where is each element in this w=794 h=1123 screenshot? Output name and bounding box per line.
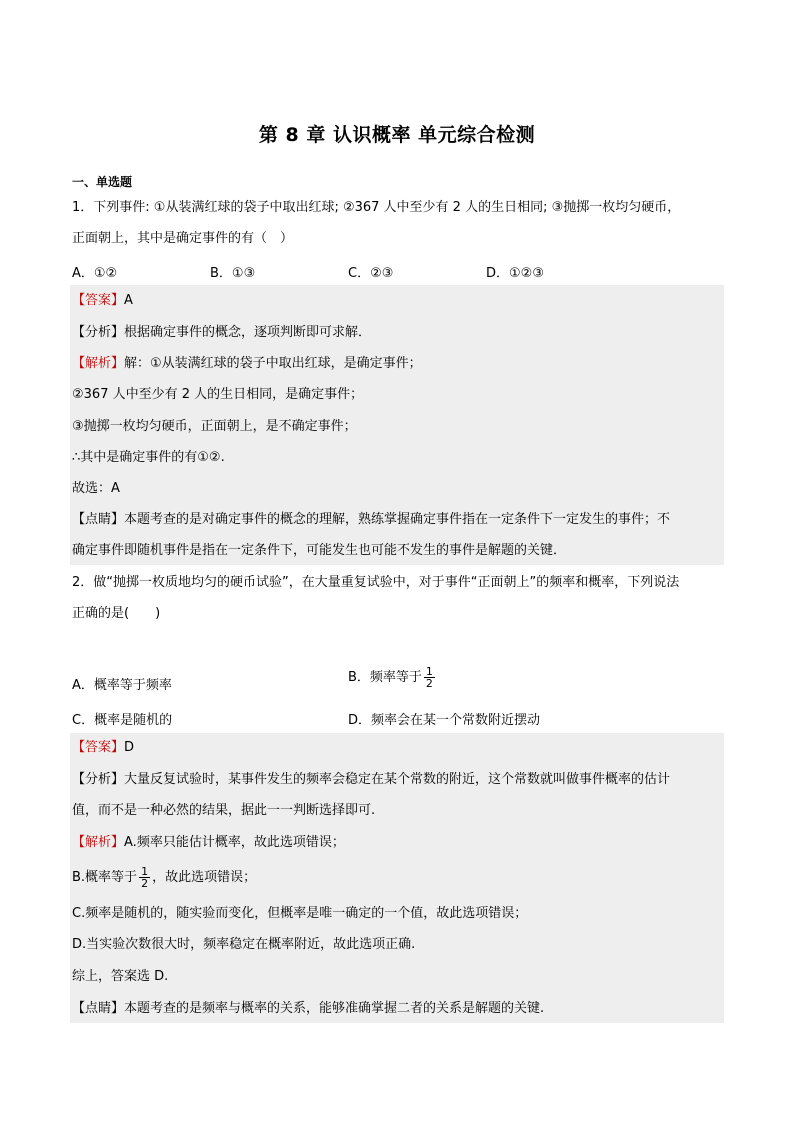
q2-stem-line1: 2．做“抛掷一枚质地均匀的硬币试验”，在大量重复试验中，对于事件“正面朝上”的频率和概率，下列说法 [72,575,680,590]
q1-analysis-text: 根据确定事件的概念，逐项判断即可求解． [124,325,372,340]
q1-analysis [72,325,371,341]
fraction-one-half [139,866,150,889]
q2-comment-text: 本题考查的是频率与概率的关系，能够准确掌握二者的关系是解题的关键. [124,1001,545,1016]
q2-solution-line5: 综上，答案选 D. [72,969,169,984]
q2-option-a: A．概率等于频率 [72,678,172,693]
q1-solution-line4: ∴其中是确定事件的有①②. [72,450,225,465]
q2-solution-line1 [72,835,345,851]
q1-solution-line3: ③抛掷一枚均匀硬币，正面朝上，是不确定事件； [72,419,357,434]
q2-analysis-tag: 【分析】 [72,772,125,787]
q1-comment-line2: 确定事件即随机事件是指在一定条件下，可能发生也可能不发生的事件是解题的关键． [72,543,567,558]
fraction-one-half [424,666,435,689]
q1-solution-line5: 故选：A [72,481,120,496]
q2-answer-tag: 【答案】 [72,740,125,755]
q1-solution-text: 解：①从装满红球的袋子中取出红球，是确定事件； [124,356,422,371]
q1-stem-line2: 正面朝上，其中是确定事件的有（ ） [72,231,294,246]
q1-option-b: B．①③ [210,266,256,281]
fraction-numerator: 1 [425,665,433,678]
q1-comment-line1 [72,512,670,528]
q2-option-d: D．频率会在某一个常数附近摆动 [348,713,541,728]
q2-solution-line4: D.当实验次数很大时，频率稳定在概率附近，故此选项正确. [72,937,416,952]
q2-comment [72,1001,544,1017]
q2-analysis-text: 大量反复试验时，某事件发生的频率会稳定在某个常数的附近，这个常数就叫做事件概率的估计 [124,772,671,787]
q2-option-b-prefix: B．频率等于 [348,670,422,685]
q2-answer-text: D [124,740,135,755]
q2-analysis-line1 [72,772,670,788]
q2-solution-text: A.频率只能估计概率，故此选项错误； [124,835,345,850]
q1-stem-line1: 1．下列事件: ①从装满红球的袋子中取出红球; ②367 人中至少有 2 人的生日相同; ③抛掷一枚均匀硬币， [72,200,681,215]
fraction-denominator: 2 [141,877,149,890]
q2-solution-tag: 【解析】 [72,835,125,850]
q1-answer [72,293,133,309]
q2-option-b [348,666,437,689]
section-heading: 一、单选题 [72,175,133,189]
q1-solution-tag: 【解析】 [72,356,125,371]
q1-option-a: A．①② [72,266,118,281]
q1-solution-line2: ②367 人中至少有 2 人的生日相同，是确定事件； [72,387,364,402]
q1-comment-text: 本题考查的是对确定事件的概念的理解，熟练掌握确定事件指在一定条件下一定发生的事件；不 [124,512,671,527]
q2-option-c: C．概率是随机的 [72,713,173,728]
q1-comment-tag: 【点睛】 [72,512,125,527]
fraction-numerator: 1 [141,865,149,878]
q2-solution-b-prefix: B.概率等于 [72,870,138,885]
document-title: 第 8 章 认识概率 单元综合检测 [258,124,536,146]
q1-analysis-tag: 【分析】 [72,325,125,340]
q2-solution-b-suffix: ，故此选项错误； [152,870,257,885]
q1-answer-tag: 【答案】 [72,293,125,308]
fraction-denominator: 2 [425,677,433,690]
q1-solution-line1 [72,356,422,372]
q1-answer-text: A [124,293,133,308]
q2-analysis-line2: 值，而不是一种必然的结果，据此一一判断选择即可. [72,803,376,818]
q2-solution-line2 [72,866,256,889]
q1-option-d: D．①②③ [486,266,544,281]
q2-stem-line2: 正确的是( ) [72,606,161,621]
q1-option-c: C．②③ [348,266,394,281]
q2-comment-tag: 【点睛】 [72,1001,125,1016]
q2-answer [72,740,134,756]
q2-solution-line3: C.频率是随机的，随实验而变化，但概率是唯一确定的一个值，故此选项错误； [72,906,528,921]
